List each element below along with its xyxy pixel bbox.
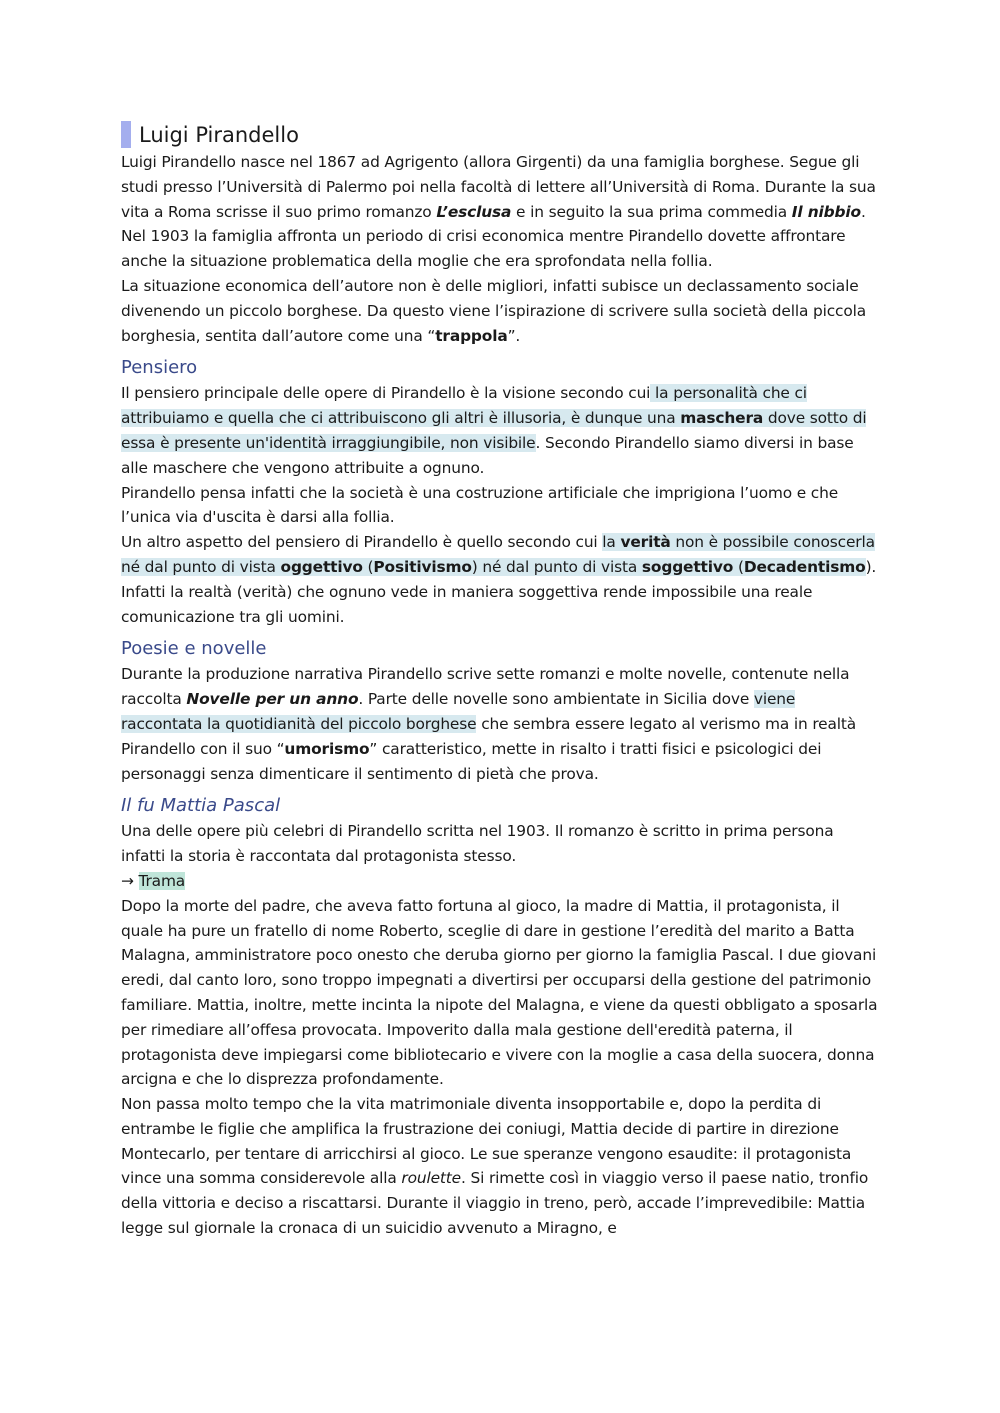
page-title-text: Luigi Pirandello [139,123,299,147]
heading-mattia-pascal: Il fu Mattia Pascal [121,795,281,817]
mattia-paragraph-3: Non passa molto tempo che la vita matrimoniale diventa insopportabile e, dopo la perdita di entrambe le figlie che amplifica la frustrazione dei coniugi, Mattia decide di partire in direzione Montecarlo, per tentare di arricchirsi al gioco. Le sue speranze vengono esaudite: il protagonista vince una somma considerevole alla roulette. Si rimette così in viaggio verso il paese natio, tronfio della vittoria e deciso a riscattarsi. Durante il viaggio in treno, però, accade l’imprevedibile: Mattia legge sul giornale la cronaca di un suicidio avvenuto a Miragno, e [121,1095,869,1238]
trama-label [121,869,881,894]
highlight-quotidianita: viene raccontata la quotidianità del piccolo borghese [121,690,796,733]
arrow-icon: → [121,871,139,890]
mattia-paragraph-1: Una delle opere più celebri di Pirandello scritta nel 1903. Il romanzo è scritto in prima persona infatti la storia è raccontata dal protagonista stesso. [121,822,834,866]
mattia-paragraph-2: Dopo la morte del padre, che aveva fatto fortuna al gioco, la madre di Mattia, il protagonista, il quale ha pure un fratello di nome Roberto, sceglie di dare in gestione l’eredità del marito a Batta Malagna, amministratore poco onesto che deruba giorno per giorno la famiglia Pascal. I due giovani eredi, dal canto loro, sono troppo impegnati a divertirsi per occuparsi della gestione del patrimonio familiare. Mattia, inoltre, mette incinta la nipote del Malagna, e viene da questi obbligato a sposarla per rimediare all’offesa provocata. Impoverito dalla mala gestione dell'eredità paterna, il protagonista deve impiegarsi come bibliotecario e vivere con la moglie a casa della suocera, donna arcigna e che lo disprezza profondamente. [121,896,878,1089]
poesie-paragraph-1: Durante la produzione narrativa Pirandello scrive sette romanzi e molte novelle, contenute nella raccolta Novelle per un anno. Parte delle novelle sono ambientate in Sicilia dove viene raccontata la quotidianità del piccolo borghese che sembra essere legato al verismo ma in realtà Pirandello con il suo “umorismo” caratteristico, mette in risalto i tratti fisici e psicologici dei personaggi senza dimenticare il sentimento di pietà che prova. [121,665,857,783]
play-title-il-nibbio: Il nibbio [791,202,861,221]
intro-paragraph-1: Luigi Pirandello nasce nel 1867 ad Agrigento (allora Girgenti) da una famiglia borghese. Segue gli studi presso l’Università di Palermo poi nella facoltà di lettere all’Università di Roma. Durante la sua vita a Roma scrisse il suo primo romanzo L’esclusa e in seguito la sua prima commedia Il nibbio. [121,153,876,221]
intro-paragraph-3: La situazione economica dell’autore non è delle migliori, infatti subisce un declassamento sociale divenendo un piccolo borghese. Da questo viene l’ispirazione di scrivere sulla società della piccola borghesia, sentita dall’autore come una “trappola”. [121,276,867,345]
highlight-verita: la verità non è possibile conoscerla né dal punto di vista oggettivo (Positivismo) né dal punto di vista soggettivo (Decadentismo [121,533,875,576]
book-title-novelle: Novelle per un anno [186,690,359,709]
highlight-trama: Trama [138,871,186,890]
bold-trappola: trappola [435,326,508,345]
pensiero-paragraph-1: Il pensiero principale delle opere di Pirandello è la visione secondo cui la personalità che ci attribuiamo e quella che ci attribuiscono gli altri è illusoria, è dunque una maschera dove sotto di essa è presente un'identità irraggiungibile, non visibile. Secondo Pirandello siamo diversi in base alle maschere che vengono attribuite a ognuno. [121,384,867,477]
book-title-lesclusa: L’esclusa [436,202,512,221]
heading-poesie-novelle: Poesie e novelle [121,638,267,660]
document-content [121,120,881,1241]
italic-roulette: roulette [401,1169,461,1188]
bold-umorismo: umorismo [284,739,370,758]
highlight-maschera: la personalità che ci attribuiamo e quella che ci attribuiscono gli altri è illusoria, è dunque una maschera dove sotto di essa è presente un'identità irraggiungibile, non visibile [121,384,867,452]
pensiero-paragraph-3: Un altro aspetto del pensiero di Pirandello è quello secondo cui la verità non è possibile conoscerla né dal punto di vista oggettivo (Positivismo) né dal punto di vista soggettivo (Decadentismo). Infatti la realtà (verità) che ognuno vede in maniera soggettiva rende impossibile una reale comunicazione tra gli uomini. [121,533,877,626]
heading-pensiero: Pensiero [121,357,198,379]
title-accent-bar [121,121,131,148]
intro-paragraph-2: Nel 1903 la famiglia affronta un periodo di crisi economica mentre Pirandello dovette affrontare anche la situazione problematica della moglie che era sprofondata nella follia. [121,227,846,271]
pensiero-paragraph-2: Pirandello pensa infatti che la società è una costruzione artificiale che imprigiona l’uomo e che l’unica via d'uscita è darsi alla follia. [121,483,839,527]
page-title [121,120,881,150]
